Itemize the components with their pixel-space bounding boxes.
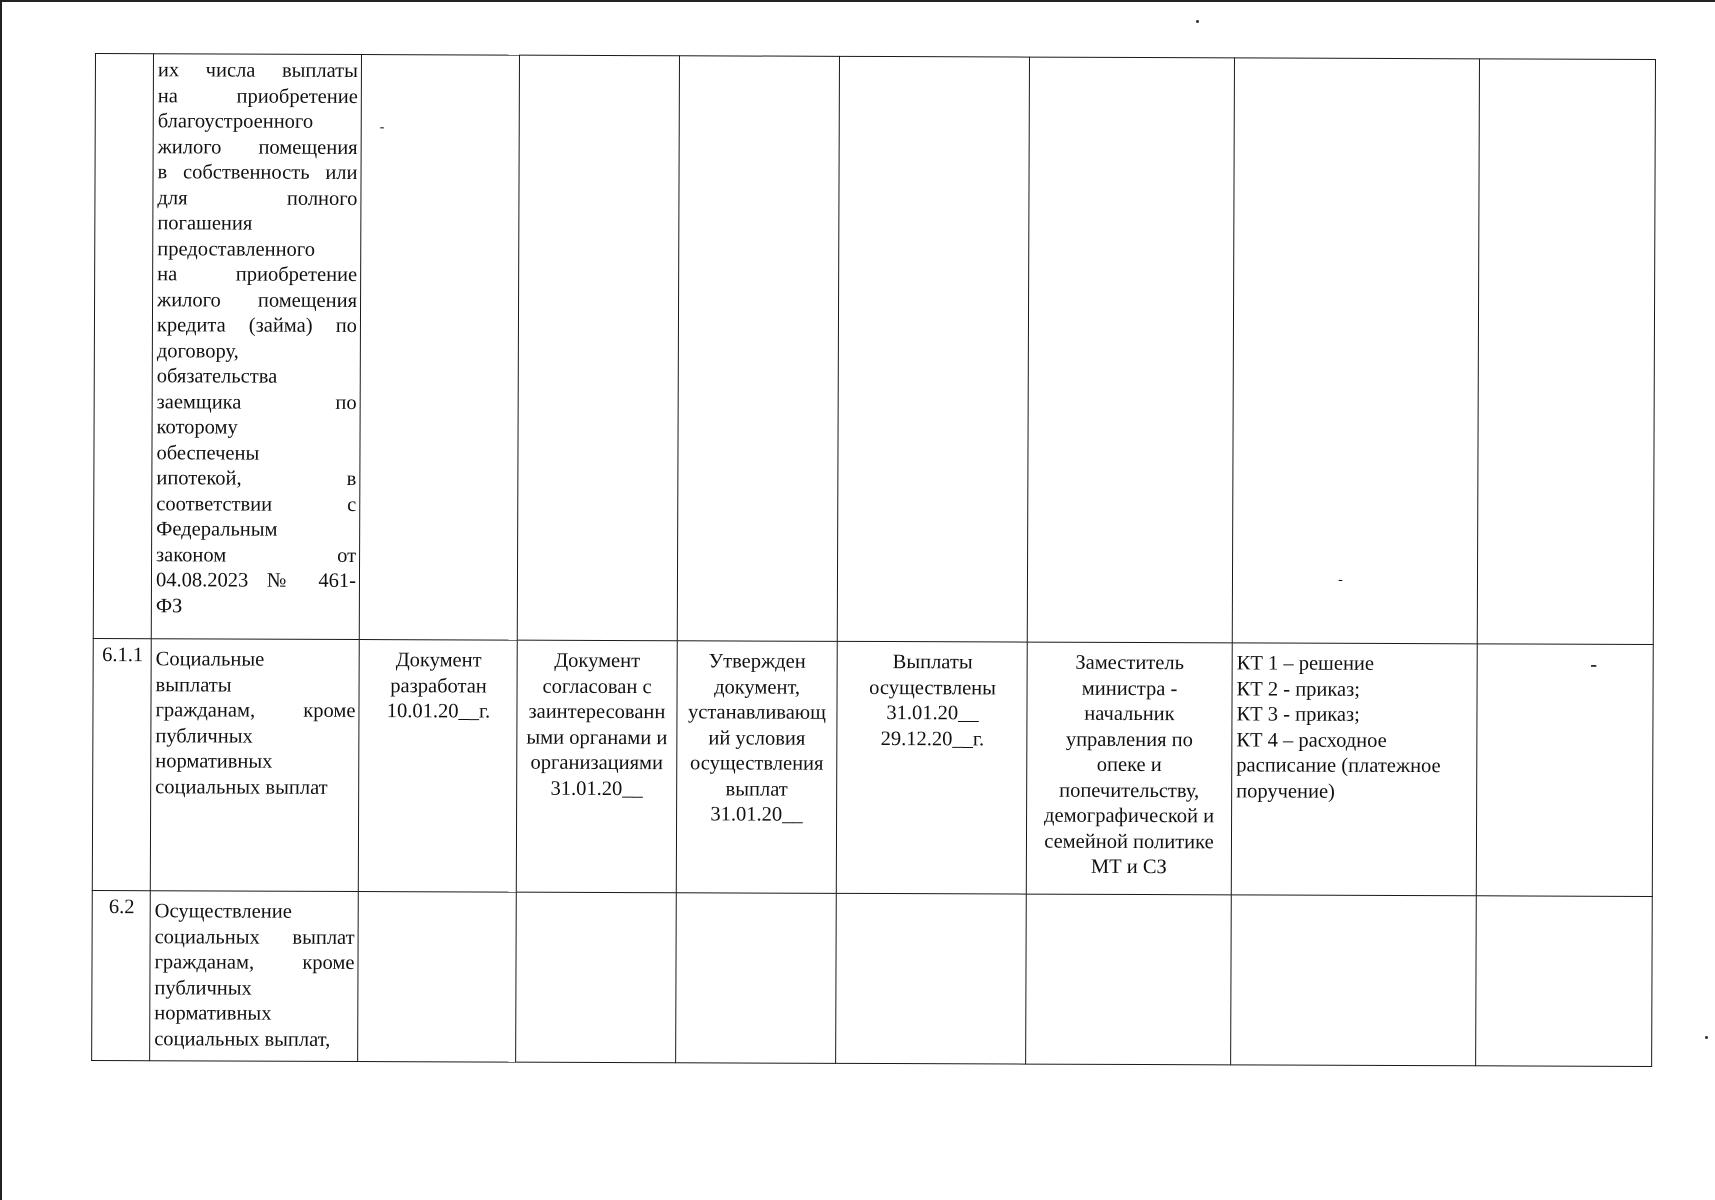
text-line: МТ и СЗ <box>1090 855 1167 879</box>
text-line: кредита (займа) по <box>156 314 357 338</box>
dash-mark: - <box>1590 653 1598 676</box>
text-line: выплат <box>725 777 788 801</box>
cell-payments <box>836 893 1027 1064</box>
cell-development <box>358 892 517 1063</box>
table-row <box>92 890 1653 1066</box>
text-line: для полного <box>157 186 358 210</box>
text-line: погашения <box>157 212 253 235</box>
text-line: поручение) <box>1236 779 1335 803</box>
table-row <box>93 54 1655 645</box>
text-line: гражданам, кроме <box>155 699 356 723</box>
text-line: на приобретение <box>157 263 358 287</box>
document-table <box>91 53 1656 1067</box>
cell-lines <box>1028 651 1231 881</box>
text-line: осуществления <box>690 752 824 775</box>
cell-adoption <box>676 641 837 894</box>
text-line: организациями <box>530 751 664 775</box>
scan-border-left <box>0 0 2 1200</box>
cell-responsible <box>1027 57 1234 643</box>
text-line: семейной политике <box>1044 830 1214 853</box>
text-line: на приобретение <box>157 84 358 108</box>
text-line: устанавливающ <box>687 701 826 724</box>
cell-lines <box>518 649 676 803</box>
text-line: предоставленного <box>157 237 316 261</box>
text-line: договору, <box>156 339 239 363</box>
text-line: демографической и <box>1044 804 1215 828</box>
text-line: их числа выплаты <box>157 59 358 83</box>
row-number: 6.1.1 <box>92 638 151 890</box>
text-line: документ, <box>714 675 801 699</box>
table-row <box>92 638 1653 896</box>
text-line: нормативных <box>155 750 273 773</box>
text-line: Документ <box>395 649 482 672</box>
text-line: заинтересованн <box>528 700 666 724</box>
dash-mark: - <box>1338 572 1343 588</box>
text-line: расписание (платежное <box>1236 754 1441 778</box>
text-line: управления по <box>1065 728 1193 751</box>
text-line: 04.08.2023 № 461- <box>155 569 357 593</box>
text-line: 31.01.20__ <box>550 777 643 800</box>
cell-development <box>359 55 519 641</box>
cell-lines <box>841 650 1023 753</box>
row-number <box>93 54 153 639</box>
text-line: Документ <box>554 649 641 673</box>
text-line: 31.01.20__ <box>886 702 979 725</box>
text-line: ий условия <box>708 726 806 750</box>
text-line: 29.12.20__г. <box>880 727 985 750</box>
cell-payments <box>836 641 1027 894</box>
text-line: нормативных <box>154 1002 272 1025</box>
text-line: публичных <box>155 724 253 748</box>
text-line: 10.01.20__г. <box>386 700 491 723</box>
scan-border-top <box>0 0 1715 2</box>
text-line: Заместитель <box>1075 651 1185 675</box>
text-line: Утвержден <box>708 650 806 673</box>
text-line: обеспечены <box>156 441 260 465</box>
text-line: КТ 1 – решение <box>1236 652 1375 675</box>
scan-speck <box>1196 20 1199 23</box>
text-line: начальник <box>1084 702 1175 726</box>
text-line: гражданам, кроме <box>154 951 355 975</box>
text-line: разработан <box>390 674 487 698</box>
description-lines <box>154 899 355 1053</box>
cell-payments <box>837 56 1029 642</box>
text-line: министра - <box>1081 677 1178 700</box>
text-line: социальных выплат, <box>154 1027 331 1051</box>
text-line: ыми органами и <box>526 726 668 749</box>
text-line: в собственность или <box>157 161 358 185</box>
cell-responsible <box>1026 894 1232 1065</box>
text-line: 31.01.20__ <box>710 803 803 826</box>
cell-development <box>358 640 517 893</box>
text-line: попечительству, <box>1059 779 1200 802</box>
text-line: обязательства <box>156 365 278 388</box>
cell-lines <box>678 649 836 828</box>
text-line: социальных выплат <box>154 925 355 949</box>
text-line: заемщика по <box>156 390 357 414</box>
description-lines <box>156 58 358 620</box>
text-line: Осуществление <box>154 900 292 923</box>
cell-control-points <box>1231 643 1477 896</box>
text-line: жилого помещения <box>157 135 358 159</box>
cell-approval <box>516 640 677 893</box>
text-line: выплаты <box>155 673 232 697</box>
text-line: Федеральным <box>156 518 278 541</box>
description-lines <box>155 647 356 801</box>
cell-adoption <box>677 56 839 642</box>
row-description <box>150 891 359 1062</box>
text-line: благоустроенного <box>157 110 314 133</box>
cell-lines <box>1236 651 1474 805</box>
text-line: КТ 3 - приказ; <box>1236 703 1360 726</box>
cell-approval <box>517 55 679 641</box>
cell-lines <box>363 648 513 725</box>
text-line: согласован с <box>542 675 652 698</box>
text-line: которому <box>156 416 238 439</box>
text-line: ипотекой, в <box>156 467 357 491</box>
scan-speck <box>1705 1036 1708 1039</box>
text-line: осуществлены <box>869 676 997 699</box>
text-line: соответствии с <box>156 492 357 516</box>
text-line: опеке и <box>1096 753 1162 777</box>
text-line: КТ 2 - приказ; <box>1236 677 1360 701</box>
text-line: Выплаты <box>892 651 973 674</box>
cell-approval <box>516 892 677 1063</box>
cell-extra <box>1476 896 1653 1067</box>
text-line: КТ 4 – расходное <box>1236 728 1387 752</box>
text-line: социальных выплат <box>155 775 328 799</box>
text-line: Социальные <box>155 648 265 671</box>
row-description <box>150 639 359 892</box>
text-line: законом от <box>156 543 357 567</box>
text-line: публичных <box>154 976 252 1000</box>
cell-control-points <box>1231 895 1477 1066</box>
text-line: ФЗ <box>155 594 183 617</box>
row-description <box>151 54 361 640</box>
cell-control-points <box>1232 58 1479 644</box>
cell-extra <box>1476 644 1653 897</box>
cell-responsible <box>1026 642 1232 895</box>
cell-adoption <box>676 893 837 1064</box>
dash-mark: - <box>379 120 385 136</box>
row-number: 6.2 <box>92 890 151 1060</box>
cell-extra <box>1477 59 1655 645</box>
text-line: жилого помещения <box>157 288 358 312</box>
